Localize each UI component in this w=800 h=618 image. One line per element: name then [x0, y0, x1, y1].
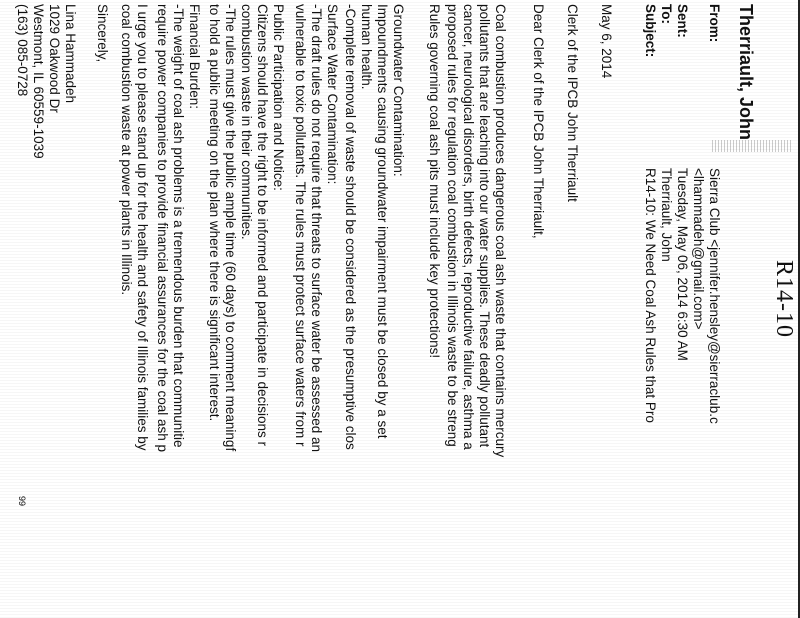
- paragraph-line: to hold a public meeting on the plan where there is significant interest.: [207, 4, 222, 422]
- section-heading: Surface Water Contamination:: [325, 4, 340, 185]
- sent-label: Sent:: [675, 4, 690, 38]
- signoff: Sincerely,: [95, 4, 110, 63]
- from-label: From:: [707, 4, 722, 43]
- section-heading: Groundwater Contamination:: [391, 4, 406, 177]
- paragraph-line: human health.: [359, 4, 374, 90]
- paragraph-line: Coal combustion produces dangerous coal ash waste that contains mercury: [493, 4, 508, 458]
- protections-line: Rules governing coal ash pits must include key protections!: [427, 4, 442, 359]
- scan-edge-marks: [712, 140, 792, 152]
- signer-city: Westmont, IL 60559-1039: [31, 4, 46, 159]
- recipient-line: Clerk of the IPCB John Therriault: [565, 4, 580, 202]
- paragraph-line: Impoundments causing groundwater impairment must be closed by a set: [375, 4, 390, 439]
- subject-value: R14-10: We Need Coal Ash Rules that Pro: [643, 168, 658, 423]
- subject-label: Subject:: [643, 4, 658, 58]
- sender-name: Therriault, John: [736, 4, 756, 141]
- paragraph-line: -The weight of coal ash problems is a tremendous burden that communitie: [171, 4, 186, 448]
- sent-value: Tuesday, May 06, 2014 6:30 AM: [675, 168, 690, 361]
- signer-street: 1029 Oakwood Dr: [47, 4, 62, 113]
- paragraph-line: cancer, neurological disorders, birth defects, reproductive failure, asthma a: [461, 4, 476, 450]
- paragraph-line: vulnerable to toxic pollutants. The rules must protect surface waters from r: [293, 4, 308, 447]
- paragraph-line: proposed rules for regulation coal combustion in Illinois waste to be streng: [445, 4, 460, 447]
- from-value-email: <lhammadeh@gmail.com>: [691, 168, 706, 330]
- paragraph-line: -The draft rules do not require that threats to surface water be assessed an: [309, 4, 324, 452]
- paragraph-line: Citizens should have the right to be informed and participate in decisions r: [255, 4, 270, 446]
- signer-name: Lina Hammadeh: [63, 4, 78, 104]
- section-heading: Public Participation and Notice:: [271, 4, 286, 191]
- to-label: To:: [659, 4, 674, 24]
- paragraph-line: combustion waste in their communities.: [239, 4, 254, 240]
- paragraph-line: pollutants that are leaching into our water supplies. These deadly pollutant: [477, 4, 492, 448]
- paragraph-line: -The rules must give the public ample time (60 days) to comment meaningf: [223, 4, 238, 452]
- paragraph-line: I urge you to please stand up for the health and safety of Illinois families by: [135, 4, 150, 451]
- docket-number: R14-10: [771, 260, 797, 338]
- to-value: Therriault, John: [659, 168, 674, 262]
- letter-date: May 6, 2014: [599, 4, 614, 79]
- signer-phone: (163) 085-0728: [15, 4, 30, 97]
- salutation: Dear Clerk of the IPCB John Therriault,: [531, 4, 546, 239]
- paragraph-line: -Complete removal of waste should be considered as the presumptive clos: [343, 4, 358, 450]
- paragraph-line: require power companies to provide financial assurances for the coal ash p: [155, 4, 170, 452]
- from-value: Sierra Club <jennifer.hensley@sierraclub.c: [707, 168, 722, 424]
- page-number: 99: [17, 496, 27, 507]
- paragraph-line: coal combustion waste at power plants in Illinois.: [119, 4, 134, 296]
- section-heading: Financial Burden:: [187, 4, 202, 110]
